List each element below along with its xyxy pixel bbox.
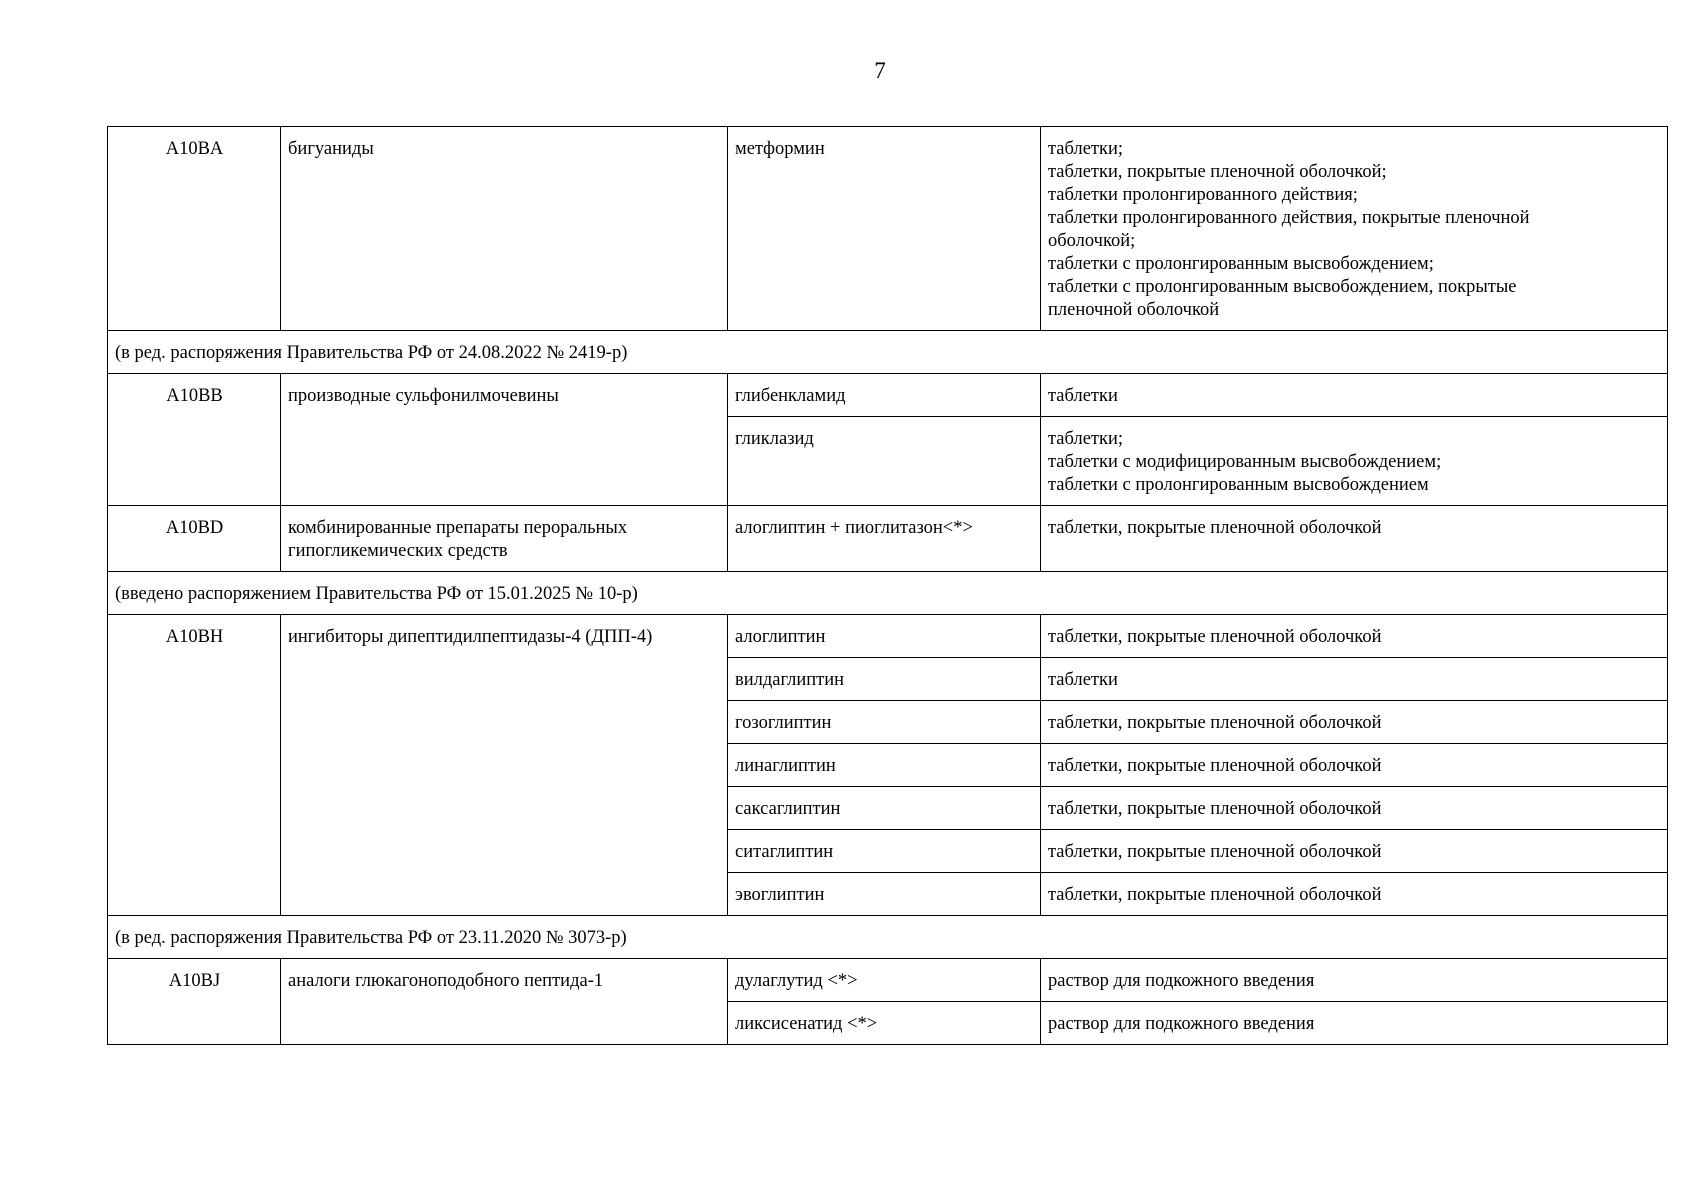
dosage-forms-cell — [1041, 658, 1668, 701]
dosage-form-line: оболочкой; — [1048, 231, 1136, 251]
dosage-form-line: таблетки; — [1048, 429, 1124, 449]
atc-code-cell: A10BD — [108, 506, 281, 572]
table-row — [108, 374, 1668, 417]
dosage-form-line: таблетки, покрытые пленочной оболочкой — [1048, 885, 1382, 905]
drug-name-cell: линаглиптин — [728, 744, 1041, 787]
dosage-form-line: таблетки — [1048, 386, 1118, 406]
dosage-forms-cell — [1041, 701, 1668, 744]
dosage-forms-cell — [1041, 374, 1668, 417]
amendment-note: (введено распоряжением Правительства РФ от 15.01.2025 № 10-р) — [108, 572, 1668, 615]
amendment-note: (в ред. распоряжения Правительства РФ от 23.11.2020 № 3073-р) — [108, 916, 1668, 959]
drug-name-cell: ликсисенатид <*> — [728, 1002, 1041, 1045]
dosage-form-line: таблетки, покрытые пленочной оболочкой; — [1048, 162, 1387, 182]
dosage-form-line: таблетки, покрытые пленочной оболочкой — [1048, 518, 1382, 538]
dosage-form-line: таблетки — [1048, 670, 1118, 690]
atc-code-cell: A10BB — [108, 374, 281, 506]
dosage-form-line: таблетки; — [1048, 139, 1124, 159]
drug-name-cell: гозоглиптин — [728, 701, 1041, 744]
dosage-forms-cell — [1041, 506, 1668, 572]
drug-group-cell: бигуаниды — [281, 127, 728, 331]
dosage-forms-cell — [1041, 744, 1668, 787]
table-row — [108, 959, 1668, 1002]
dosage-forms-cell — [1041, 417, 1668, 506]
dosage-forms-cell — [1041, 127, 1668, 331]
dosage-forms-cell — [1041, 873, 1668, 916]
table-row — [108, 615, 1668, 658]
amendment-note-row — [108, 331, 1668, 374]
drug-group-cell: производные сульфонилмочевины — [281, 374, 728, 506]
dosage-forms-cell — [1041, 787, 1668, 830]
dosage-forms-cell — [1041, 959, 1668, 1002]
drug-table — [107, 126, 1668, 1045]
dosage-form-line: таблетки, покрытые пленочной оболочкой — [1048, 799, 1382, 819]
drug-name-cell: ситаглиптин — [728, 830, 1041, 873]
dosage-forms-cell — [1041, 830, 1668, 873]
drug-name-cell: дулаглутид <*> — [728, 959, 1041, 1002]
amendment-note-row — [108, 916, 1668, 959]
amendment-note: (в ред. распоряжения Правительства РФ от 24.08.2022 № 2419-р) — [108, 331, 1668, 374]
dosage-form-line: таблетки с модифицированным высвобождением; — [1048, 452, 1442, 472]
drug-name-cell: саксаглиптин — [728, 787, 1041, 830]
dosage-form-line: таблетки пролонгированного действия; — [1048, 185, 1358, 205]
drug-name-cell: гликлазид — [728, 417, 1041, 506]
drug-name-cell: вилдаглиптин — [728, 658, 1041, 701]
drug-name-cell: алоглиптин + пиоглитазон<*> — [728, 506, 1041, 572]
dosage-forms-cell — [1041, 615, 1668, 658]
atc-code-cell: A10BA — [108, 127, 281, 331]
dosage-form-line: таблетки, покрытые пленочной оболочкой — [1048, 627, 1382, 647]
dosage-form-line: пленочной оболочкой — [1048, 300, 1220, 320]
table-row — [108, 506, 1668, 572]
atc-code-cell: A10BJ — [108, 959, 281, 1045]
page-number: 7 — [874, 58, 886, 83]
drug-group-cell: аналоги глюкагоноподобного пептида-1 — [281, 959, 728, 1045]
dosage-form-line: таблетки с пролонгированным высвобождением, покрытые — [1048, 277, 1517, 297]
drug-group-cell: комбинированные препараты пероральных гипогликемических средств — [281, 506, 728, 572]
dosage-form-line: таблетки, покрытые пленочной оболочкой — [1048, 842, 1382, 862]
dosage-form-line: раствор для подкожного введения — [1048, 1014, 1315, 1034]
atc-code-cell: A10BH — [108, 615, 281, 916]
dosage-form-line: таблетки с пролонгированным высвобождением — [1048, 475, 1429, 495]
dosage-form-line: таблетки, покрытые пленочной оболочкой — [1048, 713, 1382, 733]
drug-table-body — [108, 127, 1668, 1045]
drug-name-cell: эвоглиптин — [728, 873, 1041, 916]
table-row — [108, 127, 1668, 331]
dosage-form-line: таблетки с пролонгированным высвобождением; — [1048, 254, 1434, 274]
drug-group-cell: ингибиторы дипептидилпептидазы-4 (ДПП-4) — [281, 615, 728, 916]
drug-name-cell: глибенкламид — [728, 374, 1041, 417]
amendment-note-row — [108, 572, 1668, 615]
dosage-form-line: таблетки, покрытые пленочной оболочкой — [1048, 756, 1382, 776]
drug-name-cell: метформин — [728, 127, 1041, 331]
drug-name-cell: алоглиптин — [728, 615, 1041, 658]
dosage-form-line: раствор для подкожного введения — [1048, 971, 1315, 991]
dosage-form-line: таблетки пролонгированного действия, покрытые пленочной — [1048, 208, 1530, 228]
dosage-forms-cell — [1041, 1002, 1668, 1045]
